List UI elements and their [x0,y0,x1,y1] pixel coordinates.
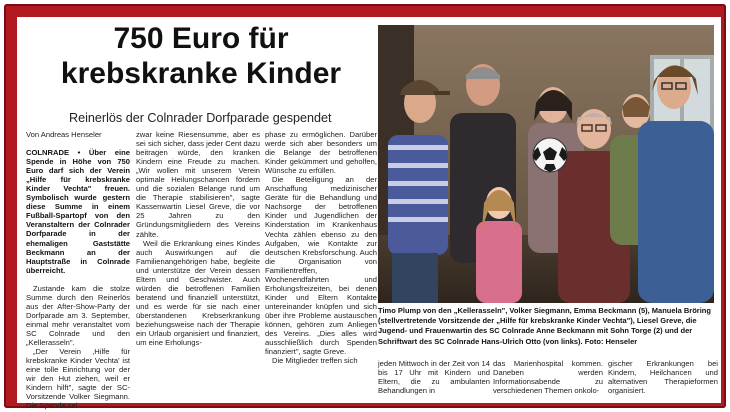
article-column-6 [608,359,718,401]
body-paragraph: „Der Verein ‚Hilfe für krebskranke Kinder Vechta' ist eine tolle Einrichtung vor der wir den Hut ziehen, weil er Kindern hilft", sagte der SC-Vorsitzende Volker Siegmann. Die Spende sei [26,347,130,411]
body-paragraph: Die Mitglieder treffen sich [272,356,358,366]
lead-text: COLNRADE • Über eine Spende in Höhe von 750 Euro darf sich der Verein „Hilfe für krebskranke Kinder Vechta" freuen. Symbolisch wurde gestern diese Summe in einem Fußball-Spartopf von den Veranstaltern der Colnrader Dorfparade in der ehemaligen Gaststätte Beckmann an der Hauptstraße in Colnrade überreicht. [26,148,130,275]
article-column-1 [26,130,130,411]
group-photo [378,25,714,303]
byline: Von Andreas Henseler [26,130,102,139]
body-paragraph: Die Beteiligung an der Anschaffung medizinischer Geräte für die Behandlung und Nachsorge der betroffenen Kinder und Jugendlichen der Kinderstation im Krankenhaus Vechta zählen ebenso zu den Aufgaben, wie Kontakte zur deutschen Krebsforschung. Auch die Organisation von Familientreffen, Wochenendfahrten und Erholungsfreizeiten, bei denen Kinder und Eltern Kontakte untereinander knüpfen und sich über ihre Probleme austauschen können, gehören zum Anliegen des Vereins. „Dies alles wird ausschließlich durch Spenden finanziert", sagte Greve. [265,175,377,357]
article-column-2 [136,130,260,402]
body-paragraph: jeden Mittwoch in der Zeit von 14 bis 17 Uhr mit Kindern und Eltern, die zu ambulanten Behandlungen in [378,359,490,396]
article-column-4 [378,359,490,401]
photo-illustration [378,25,714,303]
body-paragraph: Zustande kam die stolze Summe durch den Reinerlös aus der After-Show-Party der Dorfparade am 3. September, einmal mehr veranstaltet vom SC Colnrade und den „Kellerasseln". [26,283,130,347]
headline-line-2: krebskranke Kinder [60,57,342,90]
subheadline: Reinerlös der Colnrader Dorfparade gespendet [69,111,332,125]
body-paragraph: phase zu ermöglichen. Darüber werde sich aber besonders um die Belange der betroffenen Kinder gekümmert und geholfen, Wünsche zu erfüllen. [265,130,377,176]
photo-caption: Timo Plump von den „Kellerasseln", Volker Siegmann, Emma Beckmann (5), Manuela Bröring (stellvertretende Vorsitzende der „Hilfe für krebskranke Kinder Vechta"), Liesel Greve, die Jugend- und Frauenwartin des SC Colnrade Anne Beckmann mit Sohn Torge (2) und der Schriftwart des SC Colnrade Hans-Ulrich Otto (von links). Foto: Henseler [378,306,711,346]
red-border-frame [4,4,726,411]
article-column-3 [265,130,377,402]
article-column-5 [493,359,603,401]
lead-paragraph [26,148,130,275]
body-paragraph: gischer Erkrankungen bei Kindern, Heilchancen und alternativen Therapieformen organisiert. [608,359,718,396]
football-piggy-bank [533,138,567,172]
newspaper-clipping [17,17,721,411]
headline-line-1: 750 Euro für [113,22,289,55]
headline [31,21,371,91]
body-paragraph: zwar keine Riesensumme, aber es sei sich sicher, dass jeder Cent dazu beitragen würde, den kranken Kindern eine Freude zu machen. „Wir wollen mit unserem Verein optimale Heilungschancen fördern und die sozialen Belange rund um die Therapie stabilisieren", sagte Kassenwartin Liesel Greve, die vor 25 Jahren zu den Gründungsmitgliedern des Vereins zählte. [136,130,260,239]
body-paragraph: Weil die Erkrankung eines Kindes auch Auswirkungen auf die Familienangehörigen habe, begleite und unterstütze der Verein dessen Eltern und Geschwister. Auch würden die betroffenen Familien beratend und finanziell unterstützt, und es werde für sie nach einer überstandenen Krebserkrankung beziehungsweise nach der Therapie ein Urlaub organisiert und finanziert, um eine Erholungs- [136,238,260,348]
body-paragraph: das Marienhospital kommen. Daneben werden Informationsabende zu verschiedenen Themen onkolo- [493,359,603,396]
